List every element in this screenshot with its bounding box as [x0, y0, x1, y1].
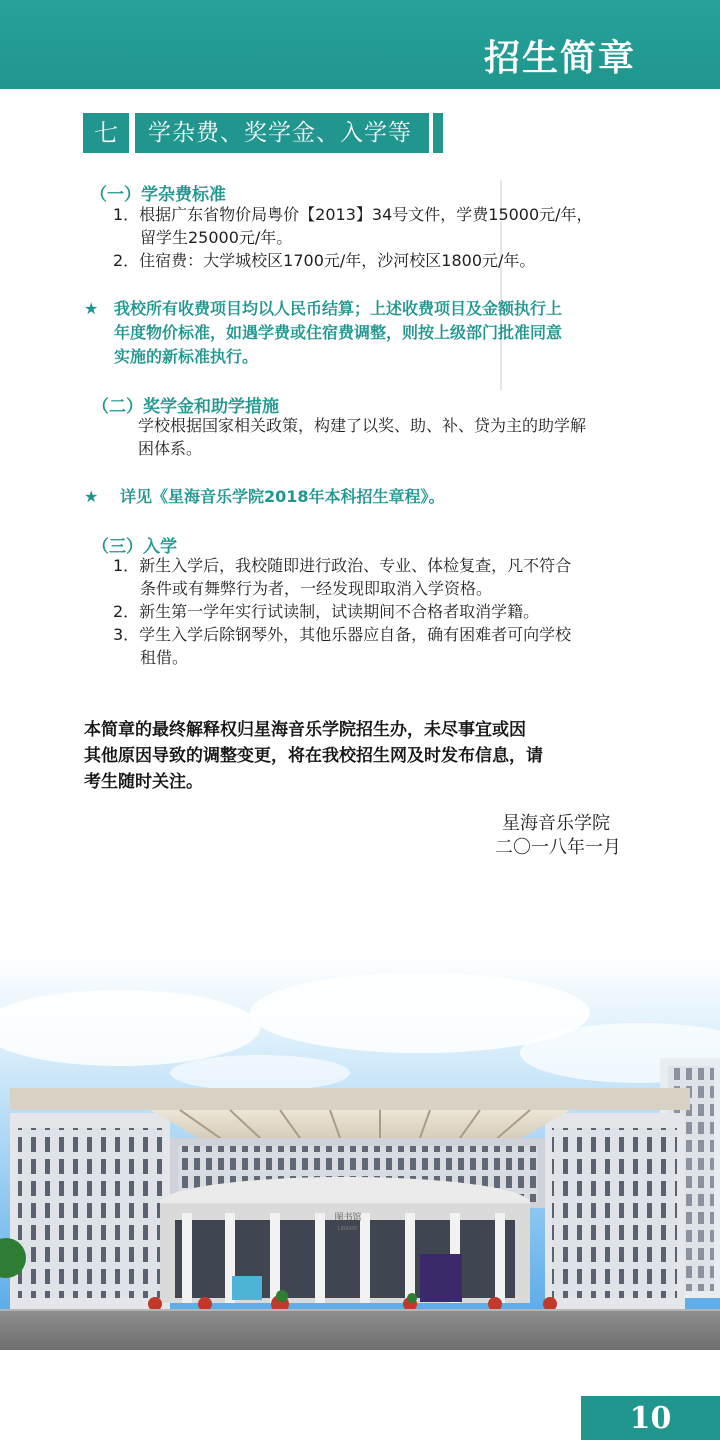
tuition-item-1-line-2: 留学生25000元/年。: [140, 228, 293, 247]
admission-item-1-line-1: 1．新生入学后，我校随即进行政治、专业、体检复查，凡不符合: [113, 556, 572, 575]
section-title-bar: [433, 113, 443, 153]
scholarship-line-2: 困体系。: [138, 439, 203, 458]
scholarship-heading: （二）奖学金和助学措施: [92, 397, 279, 417]
admission-heading: （三）入学: [92, 537, 177, 557]
closing-line-3: 考生随时关注。: [84, 772, 203, 792]
admission-item-2: 2．新生第一学年实行试读制，试读期间不合格者取消学籍。: [113, 602, 540, 621]
star-icon: ★: [84, 487, 99, 506]
section-number: 七: [94, 119, 118, 147]
note2-text: 详见《星海音乐学院2018年本科招生章程》。: [120, 487, 445, 506]
tuition-item-1-line-1: 1．根据广东省物价局粤价【2013】34号文件，学费15000元/年，: [113, 205, 593, 224]
admission-item-1-line-2: 条件或有舞弊行为者，一经发现即取消入学资格。: [140, 579, 493, 598]
scholarship-line-1: 学校根据国家相关政策，构建了以奖、助、补、贷为主的助学解: [138, 416, 587, 435]
brochure-title: 招生简章: [483, 37, 636, 79]
tuition-heading: （一）学杂费标准: [90, 185, 226, 205]
note1-line-1: 我校所有收费项目均以人民币结算；上述收费项目及金额执行上: [114, 299, 563, 318]
admission-item-3-line-1: 3．学生入学后除钢琴外，其他乐器应自备，确有困难者可向学校: [113, 625, 572, 644]
closing-line-1: 本简章的最终解释权归星海音乐学院招生办，未尽事宜或因: [84, 720, 526, 740]
section-title: 学杂费、奖学金、入学等: [148, 120, 412, 146]
signature-date: 二〇一八年一月: [495, 837, 621, 858]
page-number: 10: [629, 1401, 672, 1436]
admission-item-3-line-2: 租借。: [140, 648, 189, 667]
signature-org: 星海音乐学院: [502, 813, 610, 834]
closing-line-2: 其他原因导致的调整变更，将在我校招生网及时发布信息，请: [84, 746, 543, 766]
note1-line-2: 年度物价标准，如遇学费或住宿费调整，则按上级部门批准同意: [114, 323, 563, 342]
star-icon: ★: [84, 299, 99, 318]
tuition-item-2: 2．住宿费：大学城校区1700元/年，沙河校区1800元/年。: [113, 251, 536, 270]
library-sign: 图书馆: [334, 1213, 362, 1223]
note1-line-3: 实施的新标准执行。: [114, 347, 259, 366]
campus-library-photo: [0, 958, 720, 1350]
library-sign-sub: LIBRARY: [337, 1226, 359, 1232]
